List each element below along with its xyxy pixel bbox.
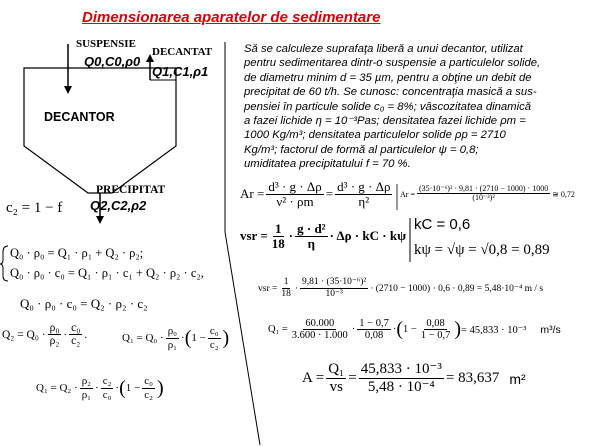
decant-vars: Q1,C1,ρ1	[152, 64, 209, 79]
frac-den: c₂	[144, 388, 153, 401]
problem-line: pentru sedimentarea dintr-o suspensie a particulelor solide,	[244, 57, 541, 70]
eq-vsr-calc: vsr = $\frac{1}{18}$ · $\frac{\text{9,81 · (35·10⁻⁶)²}}{\text{10⁻³}}$ · (2710 − 1000) · 0,6 · 0,89 = 5,48·10⁻⁴ m / s	[258, 277, 544, 299]
problem-line: precipitat de 60 t/h. Se cunosc: concentraţia masică a sus-	[244, 86, 537, 99]
eq-q1-lhs: Q₁ = Q₀ ·	[122, 332, 164, 345]
eq-q2: Q₂ = Q₀ · $\frac{\text{ρ₀}}{\text{ρ₂}}$ · $\frac{\text{c₀}}{\text{c₂}}$ .	[2, 322, 88, 348]
frac-den: ρ₁	[167, 338, 178, 351]
eq-ar-calc-lhs: Ar =	[400, 189, 415, 199]
frac-den: ρ₁	[81, 388, 92, 401]
precip-label: PRECIPITAT	[96, 184, 166, 196]
frac-den: c₂	[209, 338, 219, 351]
problem-line: Kg/m³; factorul de formă al particulelor ψ = 0,8;	[244, 143, 479, 156]
frac-num: d³ · g · Δρ	[337, 179, 391, 194]
separator-diagonal	[225, 232, 260, 445]
inlet-vars: Q0,C0,ρ0	[84, 54, 141, 69]
frac-num: c₀	[209, 325, 219, 337]
eq-ar-lhs: Ar =	[240, 186, 265, 202]
frac-num: d³ · g · Δρ	[268, 179, 322, 194]
eq-area-unit: m²	[509, 370, 526, 387]
eq-q1-calc: Q₁ = $\frac{60.000}{3.600 \cdot 1.000}$ · $\frac{1 - 0,7}{0,08}$ · ( 1 − $\frac{0,08}{1 - 0,7}$ ) = 45,833 · 10⁻³ m³/s	[268, 318, 561, 342]
frac-num: 45,833 · 10⁻³	[360, 361, 442, 377]
problem-line: pensiei în particule solide c₀ = 8%; vâscozitatea dinamică	[244, 100, 532, 113]
frac-num: c₀	[144, 375, 153, 387]
frac-den: ν² · ρm	[276, 193, 314, 209]
eq-area: A = $\frac{\text{Q₁}}{vs}$ = $\frac{\text{45,833 · 10⁻³}}{\text{5,48 · 10⁻⁴}}$ = 83,637 m²	[302, 361, 526, 395]
eq-vsr-lhs: vsr =	[240, 228, 268, 244]
page-title: Dimensionarea aparatelor de sedimentare	[82, 9, 381, 26]
precip-arrow-head	[96, 216, 104, 224]
frac-den: vs	[329, 378, 343, 395]
problem-statement	[244, 42, 602, 172]
frac-num: 1 − 0,7	[359, 318, 389, 329]
frac-num: 9,81 · (35·10⁻⁶)²	[302, 277, 367, 287]
eq-q1b: Q₁ = Q₂ · $\frac{\text{ρ₂}}{\text{ρ₁}}$ · $\frac{\text{c₂}}{\text{c₀}}$ · ( 1 − $\frac{\text{c₀}}{\text{c₂}}$ )	[36, 375, 164, 401]
decant-label: DECANTAT	[152, 46, 213, 58]
frac-num: ρ₀	[49, 322, 60, 334]
frac-den: 3.600 · 1.000	[291, 330, 348, 342]
eq-ar-calc	[400, 185, 575, 203]
frac-num: (35·10⁻⁶)³ · 9,81 · (2710 − 1000) · 1000	[418, 184, 549, 193]
frac-den: (10⁻³)²	[472, 193, 495, 203]
vessel-label: DECANTOR	[44, 110, 115, 124]
frac-num: 1	[275, 221, 282, 236]
frac-num: ρ₂	[81, 375, 92, 387]
frac-den: 18	[271, 235, 285, 251]
frac-num: ρ₀	[167, 325, 178, 337]
frac-den: 18	[281, 288, 291, 299]
eq-q1b-lhs: Q₁ = Q₂ ·	[36, 382, 78, 395]
frac-num: 0,08	[426, 318, 445, 329]
eq-vsr-calc-tail: · (2710 − 1000) · 0,6 · 0,89 = 5,48·10⁻⁴ m / s	[370, 284, 544, 295]
problem-line: Să se calculeze suprafaţa liberă a unui decantor, utilizat	[244, 43, 523, 55]
eq-kpsi: kψ = √ψ = √0,8 = 0,89	[414, 242, 550, 258]
precip-vars: Q2,C2,ρ2	[90, 198, 147, 213]
frac-num: Q₁	[328, 361, 345, 377]
frac-den: 5,48 · 10⁻⁴	[367, 378, 435, 395]
eq-ar: Ar = $\frac{\text{d³ · g · Δρ}}{\text{ν² · ρm}}$ = $\frac{\text{d³ · g · Δρ}}{\text{η²}}$	[240, 179, 391, 209]
inlet-label: SUSPENSIE	[76, 38, 136, 50]
frac-num: g · d²	[297, 221, 326, 236]
eq-c2: c₂ = 1 − f	[6, 200, 63, 216]
eq-vsr: vsr = $\frac{1}{18}$ · $\frac{\text{g · d²}}{\eta}$ · Δρ · kC · kψ	[240, 221, 407, 251]
eq-q1-calc-unit: m³/s	[540, 323, 561, 336]
decantor-vessel	[24, 68, 176, 193]
frac-den: 0,08	[364, 330, 384, 342]
frac-num: c₂	[102, 375, 112, 387]
eq-q1: Q₁ = Q₀ · $\frac{\text{ρ₀}}{\text{ρ₁}}$ · ( 1 − $\frac{\text{c₀}}{\text{c₂}}$ )	[122, 325, 230, 351]
frac-den: c₂	[71, 335, 81, 348]
eq-kc: kC = 0,6	[414, 216, 471, 233]
eq-balance-2: Q₀ · ρ₀ · c₀ = Q₁ · ρ₁ · c₁ + Q₂ · ρ₂ · c₂,	[10, 266, 204, 280]
frac-den: ρ₂	[49, 335, 60, 348]
frac-den: η²	[358, 193, 370, 209]
problem-line: de diametru minim d = 35 µm, pentru a obţine un debit de	[244, 71, 532, 84]
frac-den: c₀	[102, 388, 112, 401]
problem-line: a fazei lichide η = 10⁻³Pas; densitatea fazei lichide ρm =	[244, 115, 526, 128]
frac-den: η	[307, 235, 316, 251]
eq-q2-lhs: Q₂ = Q₀ ·	[2, 328, 46, 341]
frac-den: 10⁻³	[325, 288, 343, 299]
eq-area-result: = 83,637	[445, 370, 500, 387]
eq-vsr-tail: · Δρ · kC · kψ	[329, 228, 407, 244]
eq-balance-1: Q₀ · ρ₀ = Q₁ · ρ₁ + Q₂ · ρ₂;	[10, 246, 144, 260]
eq-balance-3: Q₀ · ρ₀ · c₀ = Q₂ · ρ₂ · c₂	[20, 296, 148, 311]
eq-q1-calc-lhs: Q₁ =	[268, 324, 288, 336]
inlet-arrow-head	[64, 86, 72, 94]
problem-line: umiditatea precipitatului f = 70 %.	[244, 158, 411, 171]
frac-den: 1 − 0,7	[420, 330, 451, 342]
eq-area-lhs: A =	[302, 370, 325, 387]
eq-ar-calc-result: ≅ 0,72	[552, 189, 575, 199]
frac-num: 60.000	[305, 318, 335, 329]
eq-q1-calc-result: = 45,833 · 10⁻³	[461, 324, 527, 336]
frac-num: c₀	[71, 322, 81, 334]
eq-vsr-calc-lhs: vsr =	[258, 283, 278, 294]
system-brace	[0, 246, 8, 281]
frac-num: 1	[283, 277, 289, 287]
problem-line: 1000 Kg/m³; densitatea particulelor solide ρp = 2710	[244, 129, 506, 142]
